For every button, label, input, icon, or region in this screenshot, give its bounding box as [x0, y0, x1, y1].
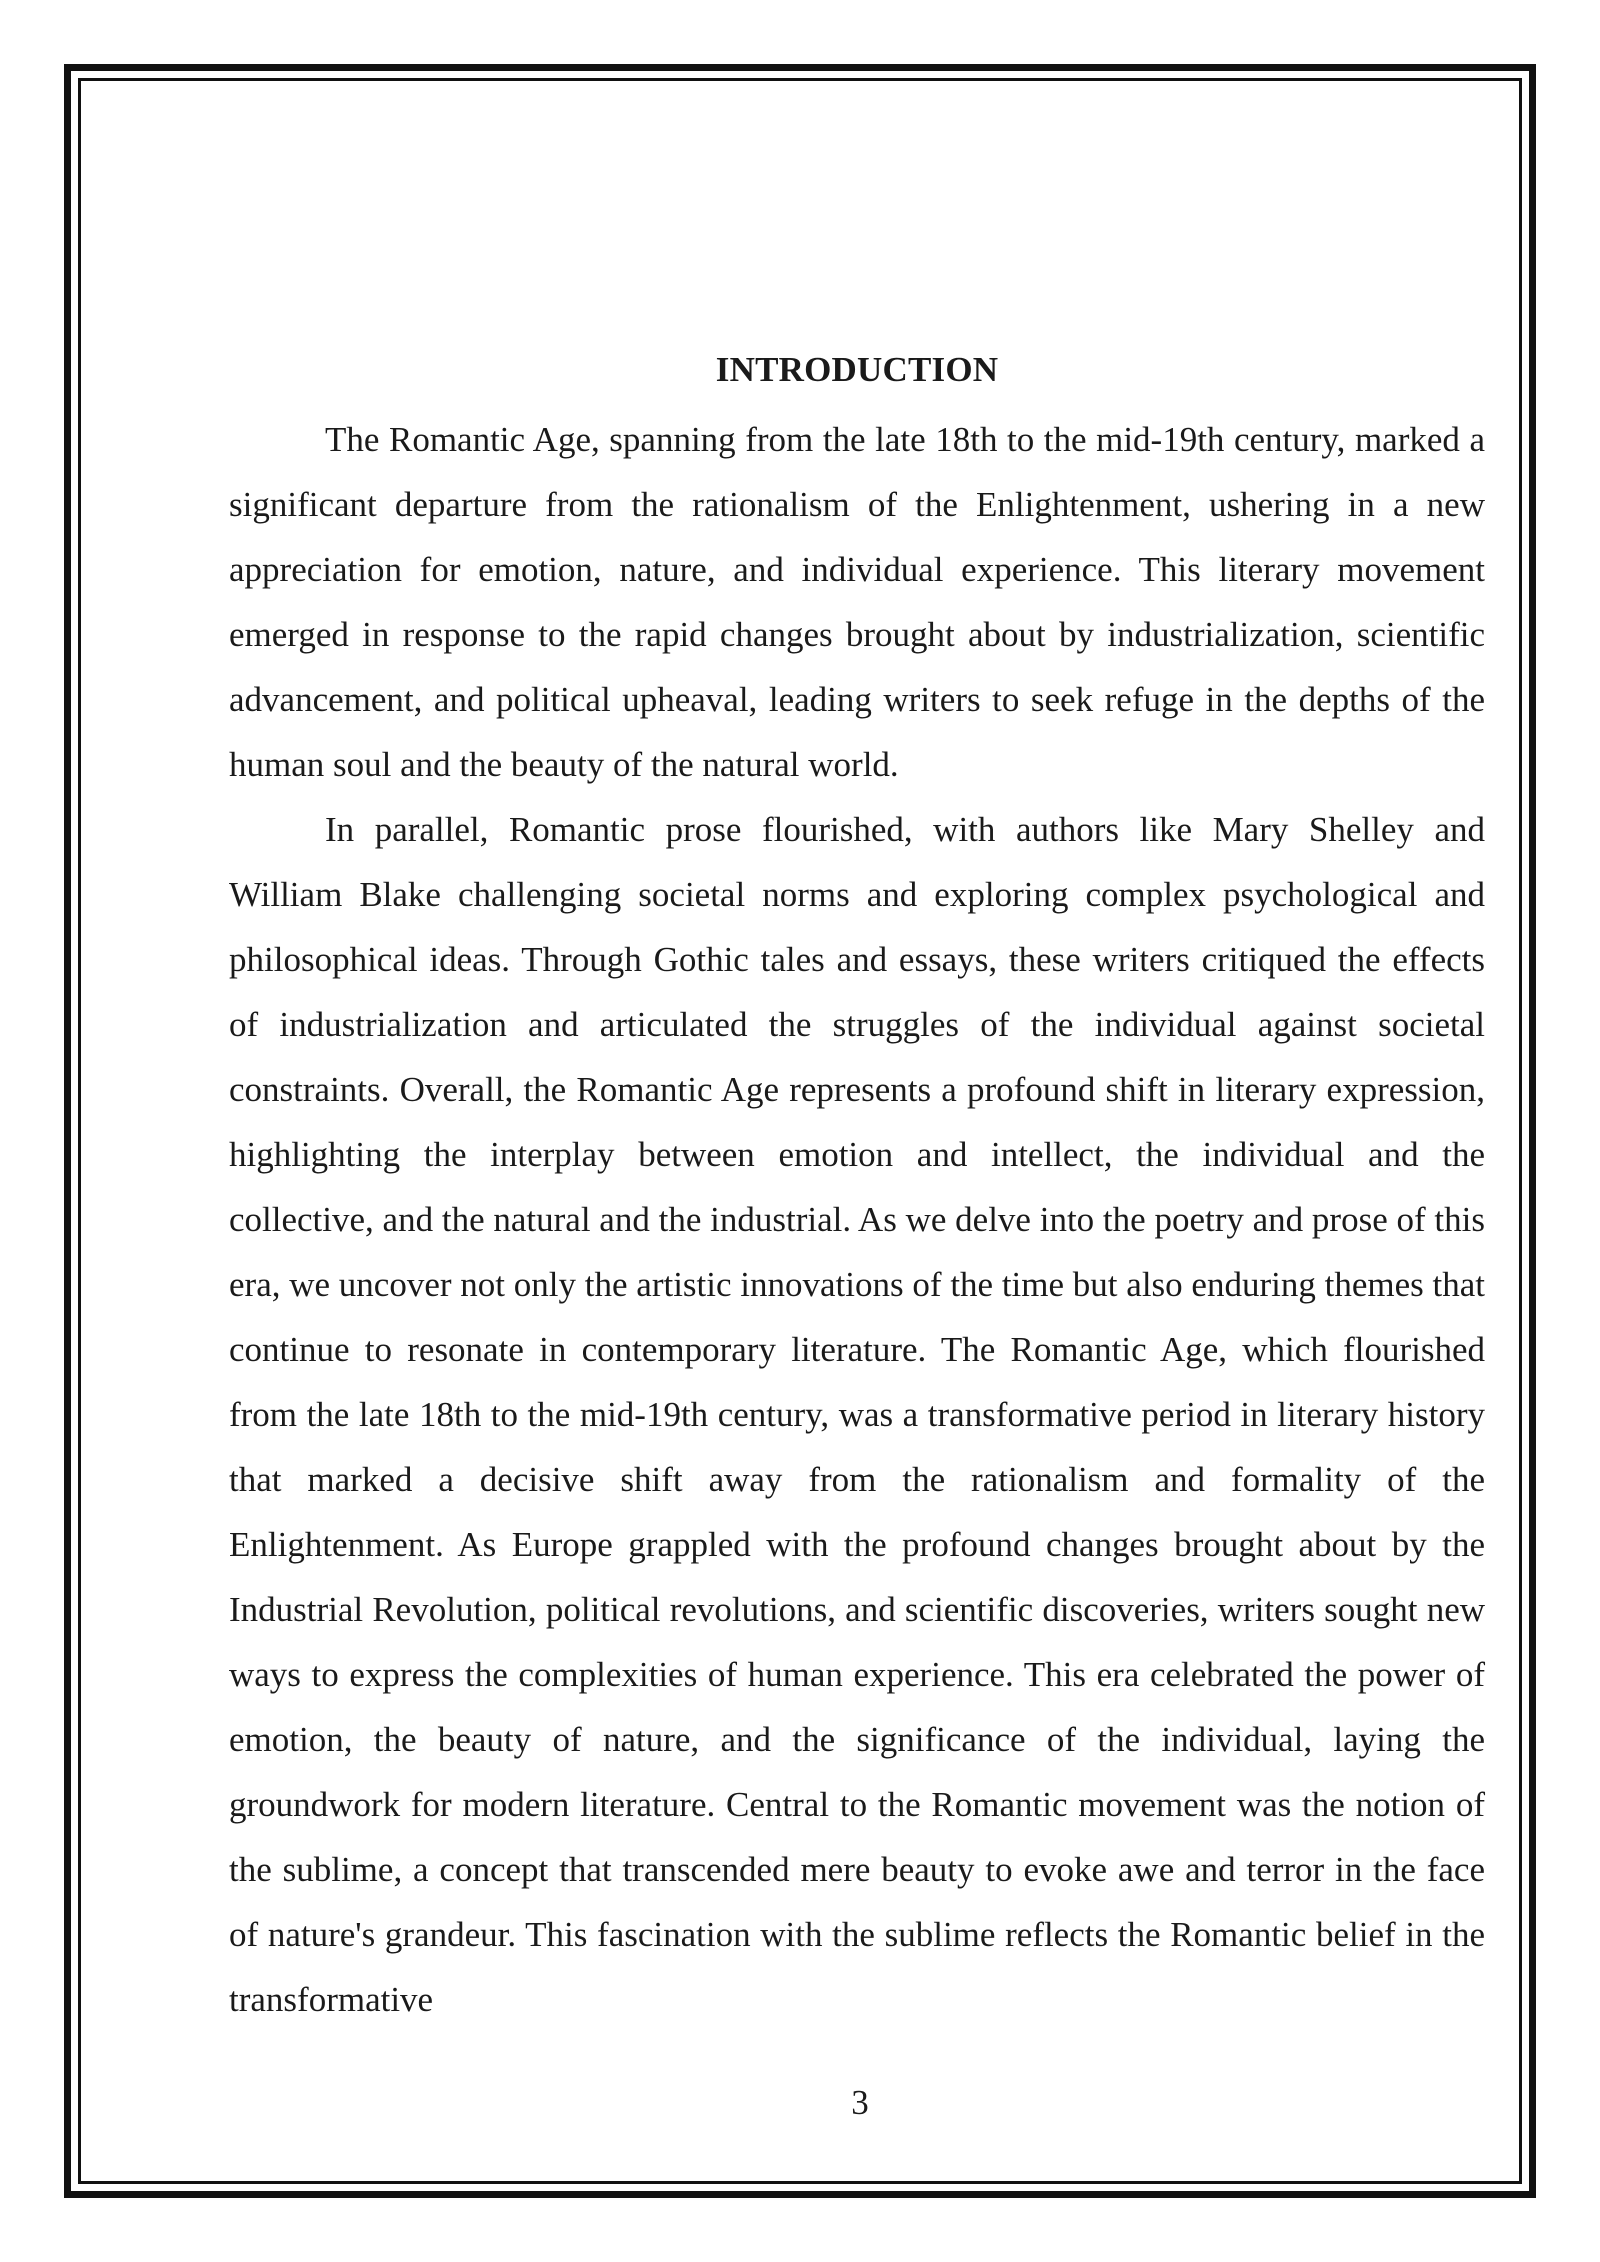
paragraph-1: The Romantic Age, spanning from the late 18th to the mid-19th century, marked a significant departure from the rationalism of the Enlightenment, ushering in a new appreciation for emotion, nature, and individual experience. This literary movement emerged in response to the rapid changes brought about by industrialization, scientific advancement, and political upheaval, leading writers to seek refuge in the depths of the human soul and the beauty of the natural world. — [229, 420, 1485, 784]
section-heading: INTRODUCTION — [715, 350, 999, 389]
page-number: 3 — [851, 2083, 869, 2122]
paragraph-2: In parallel, Romantic prose flourished, with authors like Mary Shelley and William Blake challenging societal norms and exploring complex psychological and philosophical ideas. Through Gothic tales and essays, these writers critiqued the effects of industrialization and articulated the struggles of the individual against societal constraints. Overall, the Romantic Age represents a profound shift in literary expression, highlighting the interplay between emotion and intellect, the individual and the collective, and the natural and the industrial. As we delve into the poetry and prose of this era, we uncover not only the artistic innovations of the time but also enduring themes that continue to resonate in contemporary literature. The Romantic Age, which flourished from the late 18th to the mid-19th century, was a transformative period in literary history that marked a decisive shift away from the rationalism and formality of the Enlightenment. As Europe grappled with the profound changes brought about by the Industrial Revolution, political revolutions, and scientific discoveries, writers sought new ways to express the complexities of human experience. This era celebrated the power of emotion, the beauty of nature, and the significance of the individual, laying the groundwork for modern literature. Central to the Romantic movement was the notion of the sublime, a concept that transcended mere beauty to evoke awe and terror in the face of nature's grandeur. This fascination with the sublime reflects the Romantic belief in the transformative — [229, 810, 1485, 2019]
page-content — [229, 342, 1485, 2032]
